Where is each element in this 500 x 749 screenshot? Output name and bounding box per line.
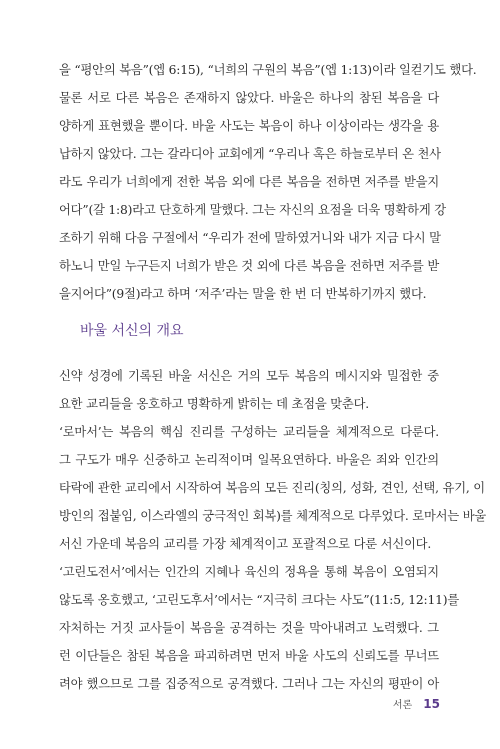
body-line: ‘로마서’는 복음의 핵심 진리를 구성하는 교리들을 체계적으로 다룬다. — [59, 425, 439, 439]
body-line: 타락에 관한 교리에서 시작하여 복음의 모든 진리(칭의, 성화, 견인, 선택, 유기, 이 — [59, 481, 485, 495]
body-line: 려야 했으므로 그를 집중적으로 공격했다. 그러나 그는 자신의 평판이 아 — [59, 677, 439, 691]
page-number: 15 — [423, 697, 440, 711]
body-line: 서신 가운데 복음의 교리를 가장 체계적이고 포괄적으로 다룬 서신이다. — [59, 537, 432, 551]
body-line: 납하지 않았다. 그는 갈라디아 교회에게 “우리나 혹은 하늘로부터 온 천사 — [59, 147, 441, 161]
body-line: 않도록 옹호했고, ‘고린도후서’에서는 “지극히 크다는 사도”(11:5, 12:11)를 — [59, 593, 459, 607]
body-line: 그 구도가 매우 신중하고 논리적이며 일목요연하다. 바울은 죄와 인간의 — [59, 453, 439, 467]
body-line: 조하기 위해 다음 구절에서 “우리가 전에 말하였거니와 내가 지금 다시 말 — [59, 231, 441, 245]
body-line: 자처하는 거짓 교사들이 복음을 공격하는 것을 막아내려고 노력했다. 그 — [59, 621, 439, 635]
body-line: 요한 교리들을 옹호하고 명확하게 밝히는 데 초점을 맞춘다. — [59, 397, 369, 411]
body-line: ‘고린도전서’에서는 인간의 지혜나 육신의 정욕을 통해 복음이 오염되지 — [59, 565, 439, 579]
body-line: 양하게 표현했을 뿐이다. 바울 사도는 복음이 하나 이상이라는 생각을 용 — [59, 119, 439, 133]
section-label: 서론 — [392, 700, 413, 711]
body-line: 을지어다”(9절)라고 하며 ‘저주’라는 말을 한 번 더 반복하기까지 했다. — [59, 287, 427, 301]
body-line: 신약 성경에 기록된 바울 서신은 거의 모두 복음의 메시지와 밀접한 중 — [59, 369, 439, 383]
body-line: 하노니 만일 누구든지 너희가 받은 것 외에 다른 복음을 전하면 저주를 받 — [59, 259, 439, 273]
body-line: 라도 우리가 너희에게 전한 복음 외에 다른 복음을 전하면 저주를 받을지 — [59, 175, 439, 189]
section-heading: 바울 서신의 개요 — [80, 323, 184, 339]
body-line: 을 “평안의 복음”(엡 6:15), “너희의 구원의 복음”(엡 1:13)이라 일컫기도 했다. — [59, 63, 477, 77]
body-line: 어다”(갈 1:8)라고 단호하게 말했다. 그는 자신의 요점을 더욱 명확하게 강 — [59, 203, 446, 217]
body-line: 방인의 접붙임, 이스라엘의 궁극적인 회복)를 체계적으로 다루었다. 로마서는 바울 — [59, 509, 487, 523]
body-line: 런 이단들은 참된 복음을 파괴하려면 먼저 바울 사도의 신뢰도를 무너뜨 — [59, 649, 439, 663]
page-footer — [380, 693, 440, 712]
body-line: 물론 서로 다른 복음은 존재하지 않았다. 바울은 하나의 참된 복음을 다 — [59, 91, 439, 105]
